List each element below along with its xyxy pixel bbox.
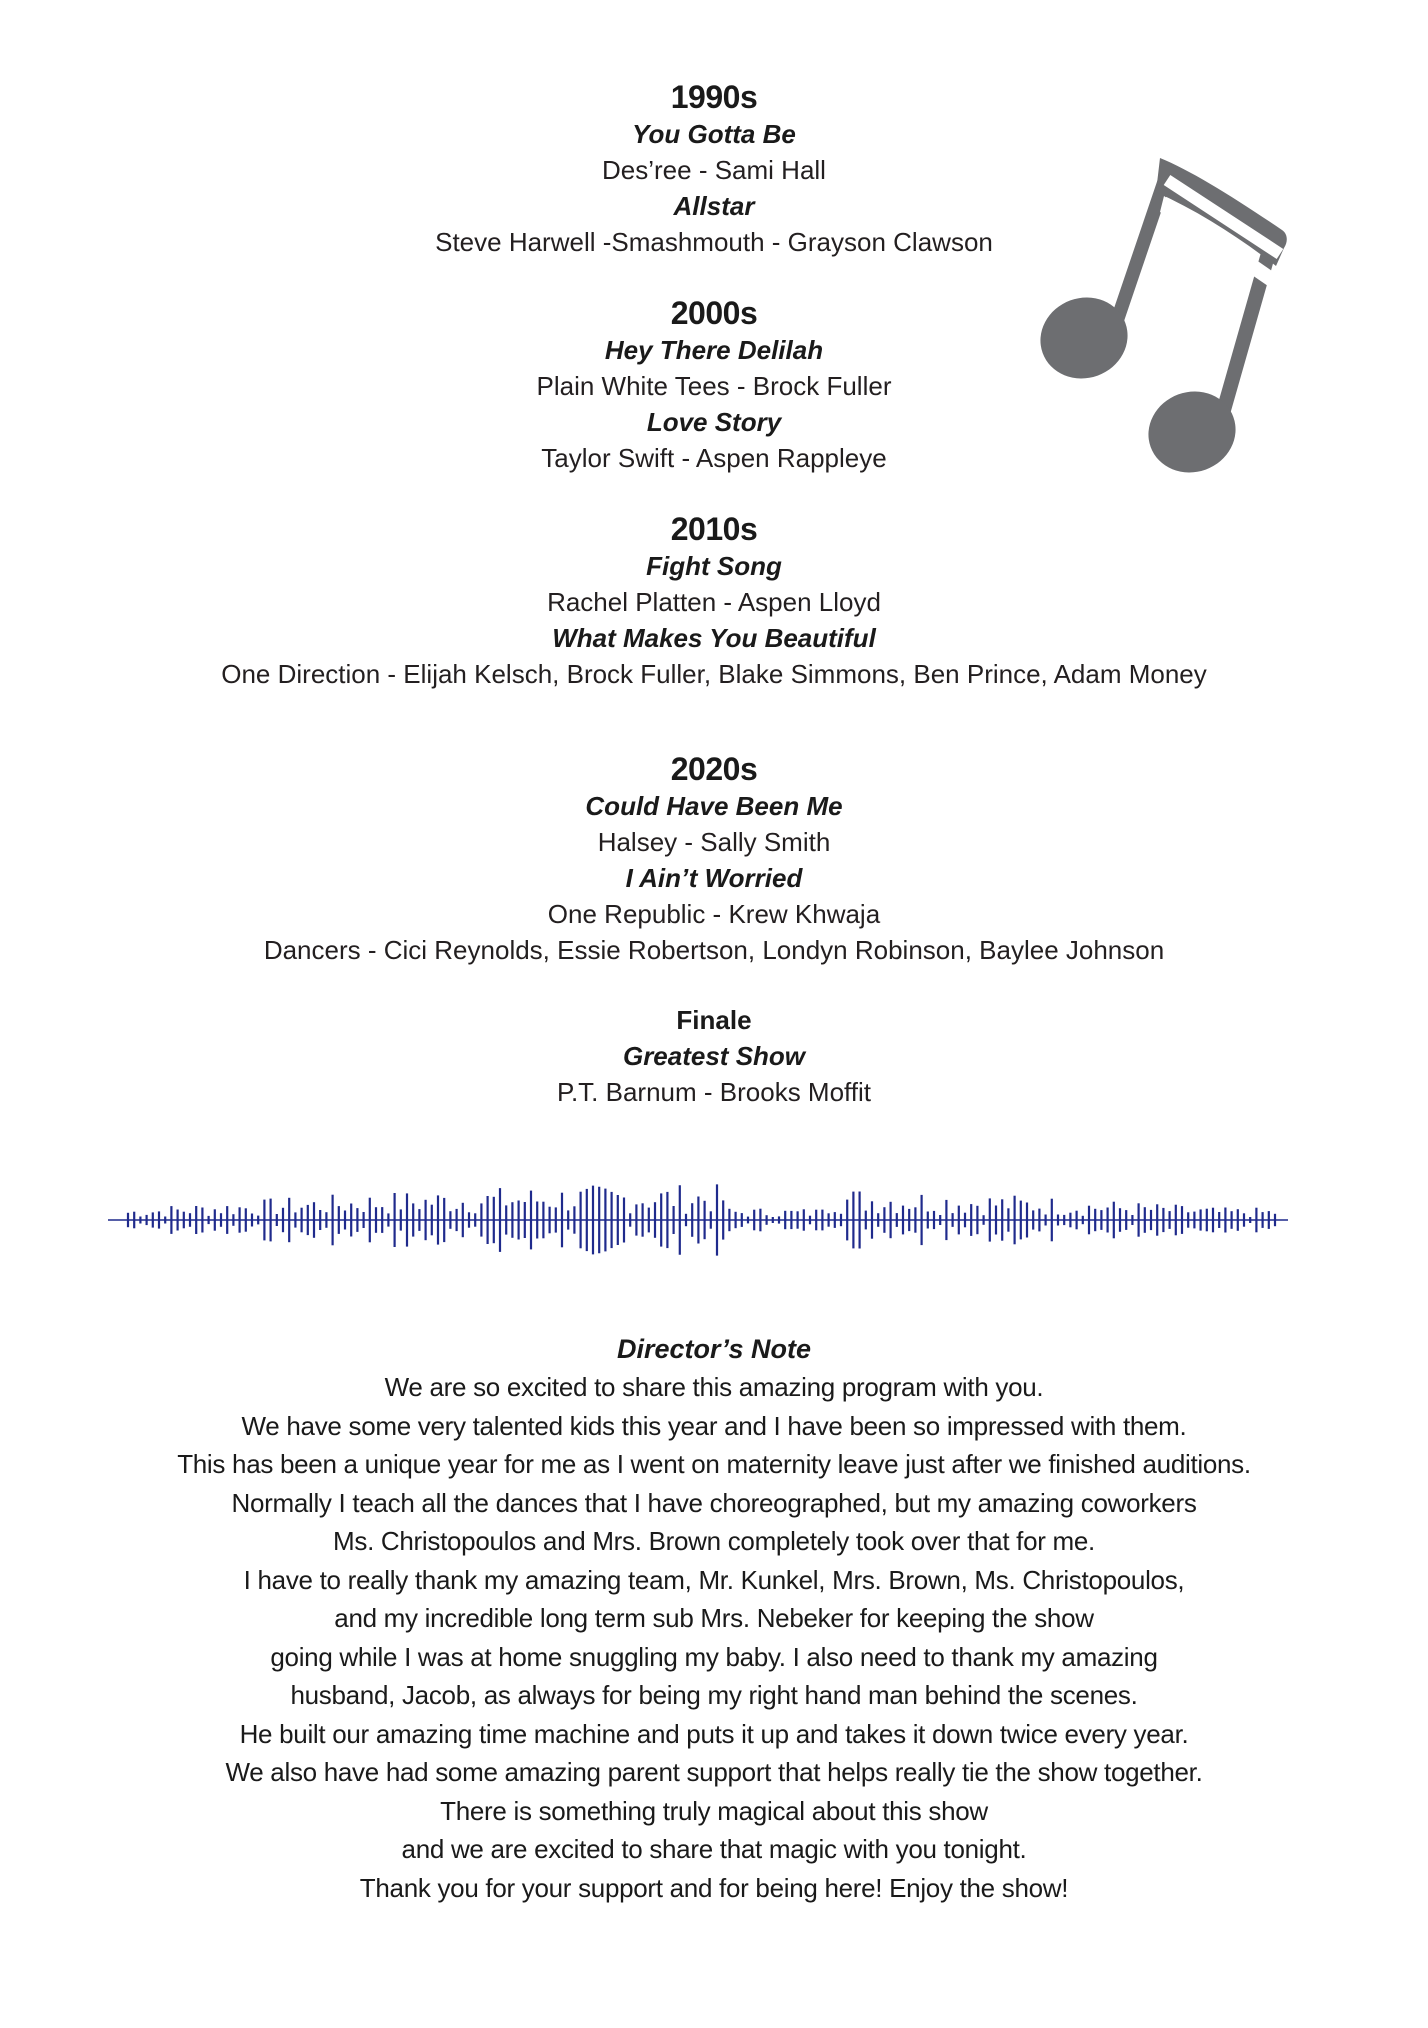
directors-note-line: I have to really thank my amazing team, Mr. Kunkel, Mrs. Brown, Ms. Christopoulos, <box>243 1564 1185 1595</box>
performer-credit: One Republic - Krew Khwaja <box>547 899 881 929</box>
decade-heading: 2000s <box>670 295 758 331</box>
directors-note-line: This has been a unique year for me as I went on maternity leave just after we finished auditions. <box>177 1449 1251 1479</box>
directors-note-line: We are so excited to share this amazing program with you. <box>384 1372 1044 1402</box>
performer-credit: Plain White Tees - Brock Fuller <box>536 371 892 401</box>
section-2020s <box>0 750 1428 968</box>
directors-note-line: We have some very talented kids this year and I have been so impressed with them. <box>241 1410 1187 1441</box>
directors-note-line: going while I was at home snuggling my baby. I also need to thank my amazing <box>270 1641 1158 1672</box>
directors-note-line: He built our amazing time machine and puts it up and takes it down twice every year. <box>239 1718 1189 1749</box>
performer-credit: Taylor Swift - Aspen Rappleye <box>541 443 887 473</box>
performer-credit: Des’ree - Sami Hall <box>602 155 826 185</box>
directors-note-title: Director’s Note <box>616 1334 812 1364</box>
performer-credit: Steve Harwell -Smashmouth - Grayson Clawson <box>435 227 993 257</box>
song-title: Greatest Show <box>622 1041 806 1071</box>
directors-note-line: We also have had some amazing parent support that helps really tie the show together. <box>225 1757 1203 1787</box>
dancers-credit: Dancers - Cici Reynolds, Essie Robertson, Londyn Robinson, Baylee Johnson <box>263 935 1165 965</box>
directors-note <box>0 1330 1428 1907</box>
directors-note-line: Normally I teach all the dances that I have choreographed, but my amazing coworkers <box>231 1487 1197 1518</box>
finale-heading: Finale <box>676 1005 752 1035</box>
directors-note-line: There is something truly magical about this show <box>440 1795 988 1826</box>
decade-heading: 1990s <box>670 79 758 115</box>
decade-heading: 2010s <box>670 511 758 547</box>
performer-credit: P.T. Barnum - Brooks Moffit <box>556 1077 872 1107</box>
sound-waveform-icon <box>108 1180 1288 1260</box>
song-title: Allstar <box>673 191 755 221</box>
song-title: Could Have Been Me <box>585 791 843 821</box>
song-title: Fight Song <box>646 551 782 581</box>
directors-note-line: Thank you for your support and for being here! Enjoy the show! <box>359 1872 1069 1903</box>
song-title: Love Story <box>646 407 782 437</box>
directors-note-line: husband, Jacob, as always for being my right hand man behind the scenes. <box>290 1680 1138 1710</box>
directors-note-line: and my incredible long term sub Mrs. Nebeker for keeping the show <box>334 1603 1094 1633</box>
song-title: Hey There Delilah <box>604 335 824 365</box>
performer-credit: One Direction - Elijah Kelsch, Brock Fuller, Blake Simmons, Ben Prince, Adam Money <box>221 659 1207 689</box>
performer-credit: Halsey - Sally Smith <box>597 827 831 857</box>
music-note-icon <box>1040 150 1300 490</box>
song-title: What Makes You Beautiful <box>552 623 876 653</box>
decade-heading: 2020s <box>670 751 758 787</box>
performer-credit: Rachel Platten - Aspen Lloyd <box>547 587 881 617</box>
section-2010s <box>0 510 1428 692</box>
directors-note-body <box>0 1368 1428 1907</box>
song-title: I Ain’t Worried <box>625 863 803 893</box>
song-title: You Gotta Be <box>632 119 796 149</box>
directors-note-line: and we are excited to share that magic with you tonight. <box>401 1834 1027 1864</box>
directors-note-line: Ms. Christopoulos and Mrs. Brown completely took over that for me. <box>333 1526 1095 1556</box>
section-finale <box>0 1002 1428 1110</box>
